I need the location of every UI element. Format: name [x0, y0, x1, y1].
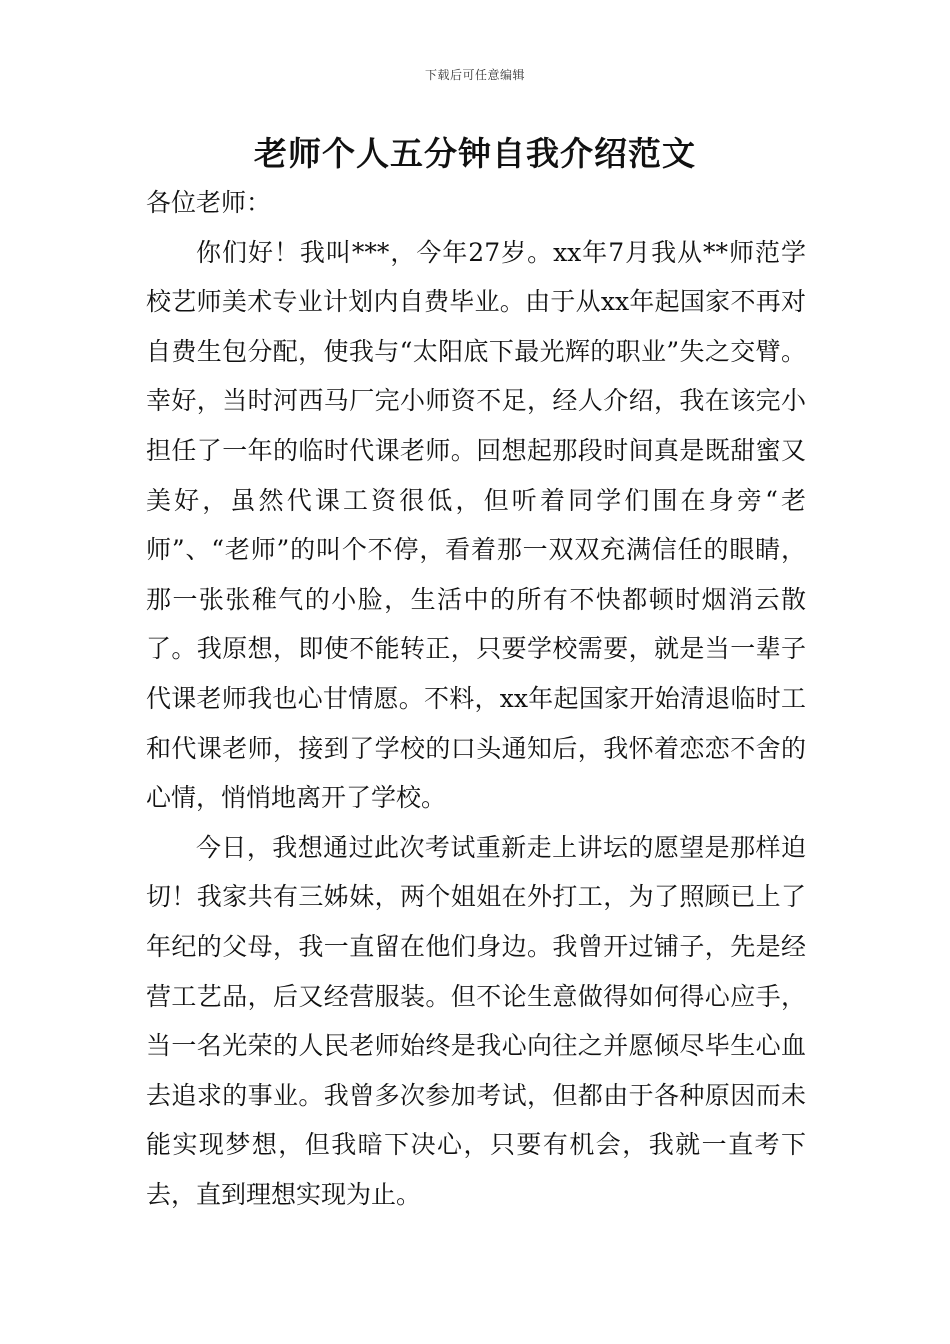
salutation: 各位老师：	[146, 188, 272, 217]
paragraph-1: 你们好！我叫***，今年27岁。xx年7月我从**师范学校艺师美术专业计划内自费毕业。由于从xx年起国家不再对自费生包分配，使我与“太阳底下最光辉的职业”失之交臂。幸好，当时河西马厂完小师资不足，经人介绍，我在该完小担任了一年的临时代课老师。回想起那段时间真是既甜蜜又美好，虽然代课工资很低，但听着同学们围在身旁“老师”、“老师”的叫个不停，看着那一双双充满信任的眼睛，那一张张稚气的小脸，生活中的所有不快都顿时烟消云散了。我原想，即使不能转正，只要学校需要，就是当一辈子代课老师我也心甘情愿。不料，xx年起国家开始清退临时工和代课老师，接到了学校的口头通知后，我怀着恋恋不舍的心情，悄悄地离开了学校。	[146, 237, 806, 813]
page-title: 老师个人五分钟自我介绍范文	[254, 134, 696, 173]
header-note: 下载后可任意编辑	[424, 68, 525, 82]
document-body	[146, 178, 806, 1219]
paragraph-2: 今日，我想通过此次考试重新走上讲坛的愿望是那样迫切！我家共有三姊妹，两个姐姐在外打工，为了照顾已上了年纪的父母，我一直留在他们身边。我曾开过铺子，先是经营工艺品，后又经营服装。但不论生意做得如何得心应手，当一名光荣的人民老师始终是我心向往之并愿倾尽毕生心血去追求的事业。我曾多次参加考试，但都由于各种原因而未能实现梦想，但我暗下决心，只要有机会，我就一直考下去，直到理想实现为止。	[146, 832, 806, 1209]
